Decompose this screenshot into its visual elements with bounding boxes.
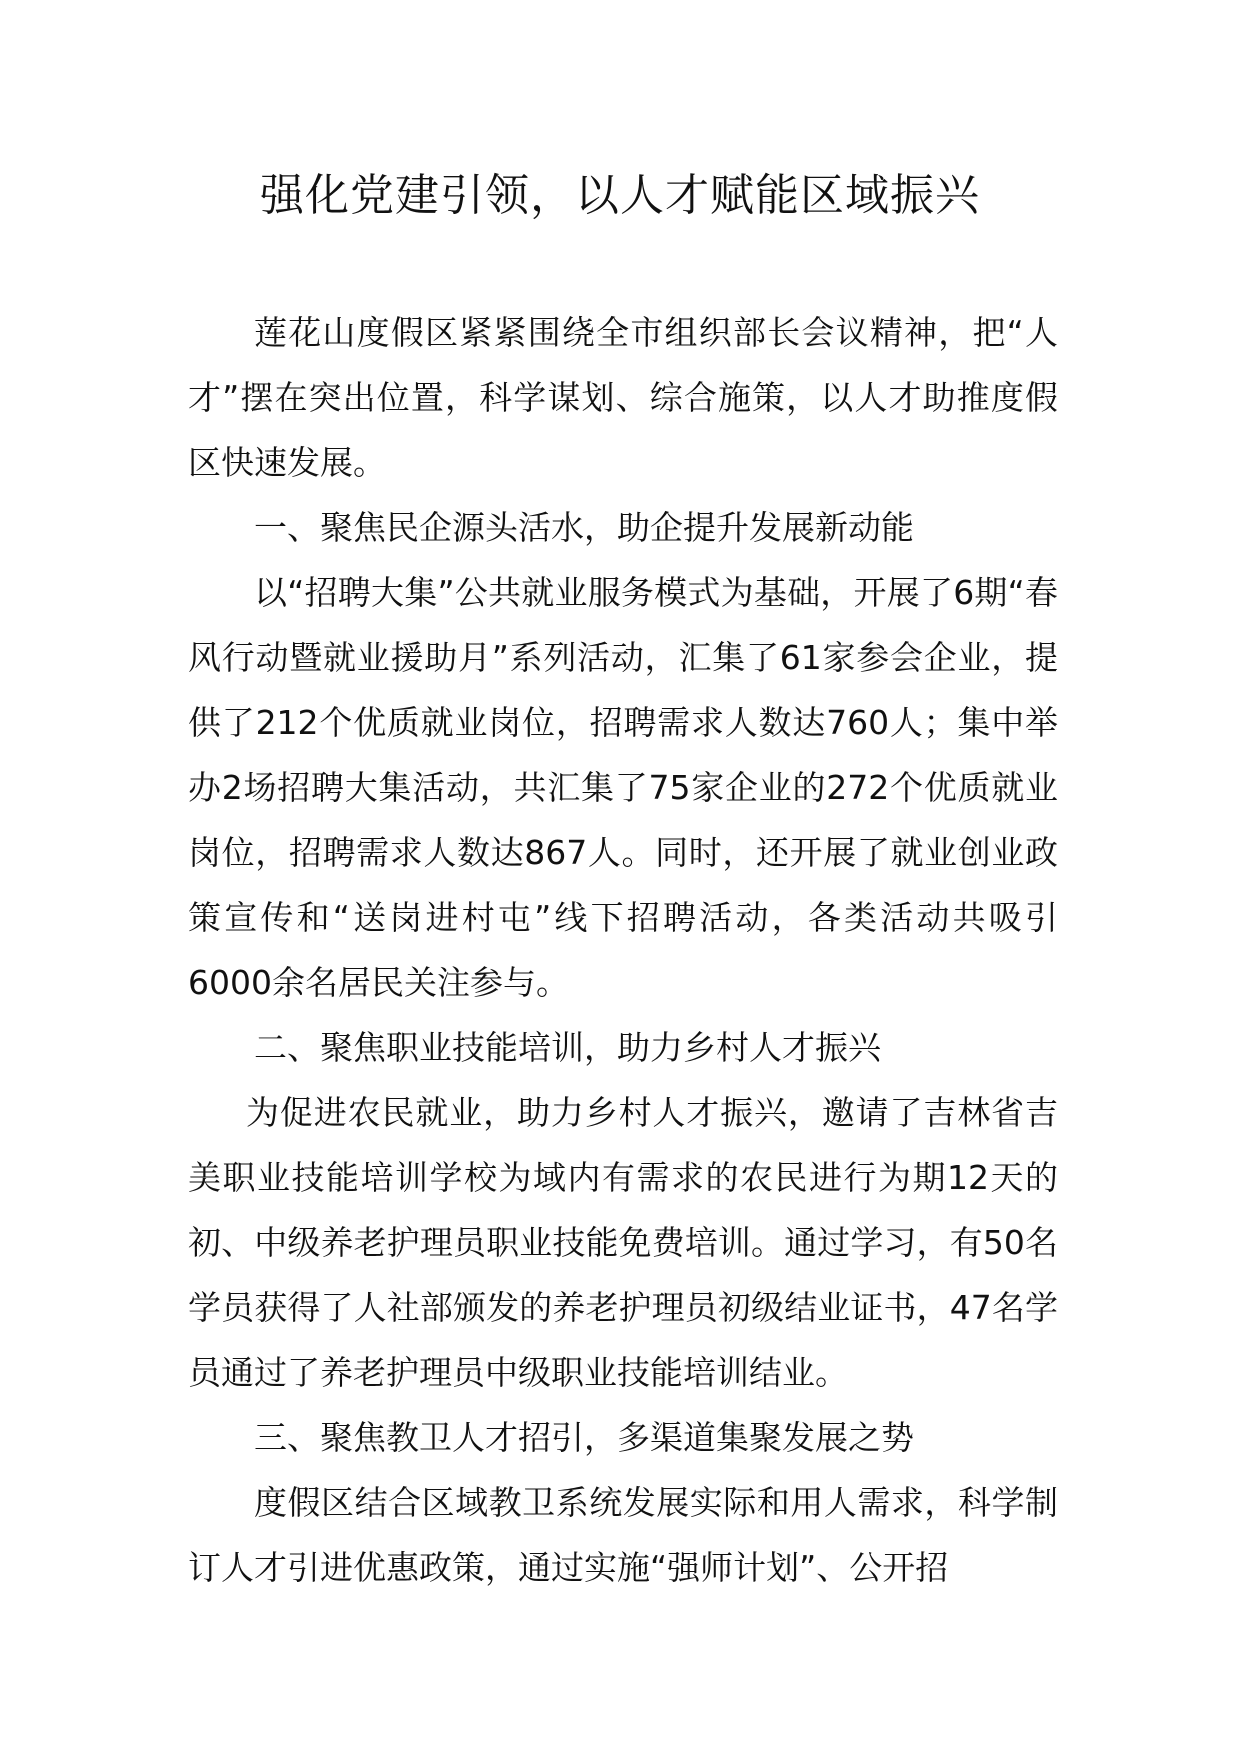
intro-paragraph: 莲花山度假区紧紧围绕全市组织部长会议精神，把“人才”摆在突出位置，科学谋划、综合施策，以人才助推度假区快速发展。: [188, 313, 1058, 482]
section-paragraph-1: 以“招聘大集”公共就业服务模式为基础，开展了6期“春风行动暨就业援助月”系列活动，汇集了61家参会企业，提供了212个优质就业岗位，招聘需求人数达760人；集中举办2场招聘大集活动，共汇集了75家企业的272个优质就业岗位，招聘需求人数达867人。同时，还开展了就业创业政策宣传和“送岗进村屯”线下招聘活动，各类活动共吸引6000余名居民关注参与。: [188, 573, 1058, 1002]
section-heading-1: 一、聚焦民企源头活水，助企提升发展新动能: [254, 508, 914, 547]
document-title: 强化党建引领，以人才赋能区域振兴: [260, 170, 980, 221]
section-paragraph-2: 为促进农民就业，助力乡村人才振兴，邀请了吉林省吉美职业技能培训学校为域内有需求的农民进行为期12天的初、中级养老护理员职业技能免费培训。通过学习，有50名学员获得了人社部颁发的养老护理员初级结业证书，47名学员通过了养老护理员中级职业技能培训结业。: [188, 1093, 1058, 1392]
document-body: [188, 300, 1058, 1600]
section-paragraph-3: 度假区结合区域教卫系统发展实际和用人需求，科学制订人才引进优惠政策，通过实施“强师计划”、公开招: [188, 1483, 1058, 1587]
section-heading-2: 二、聚焦职业技能培训，助力乡村人才振兴: [254, 1028, 881, 1067]
section-heading-3: 三、聚焦教卫人才招引，多渠道集聚发展之势: [254, 1418, 914, 1457]
